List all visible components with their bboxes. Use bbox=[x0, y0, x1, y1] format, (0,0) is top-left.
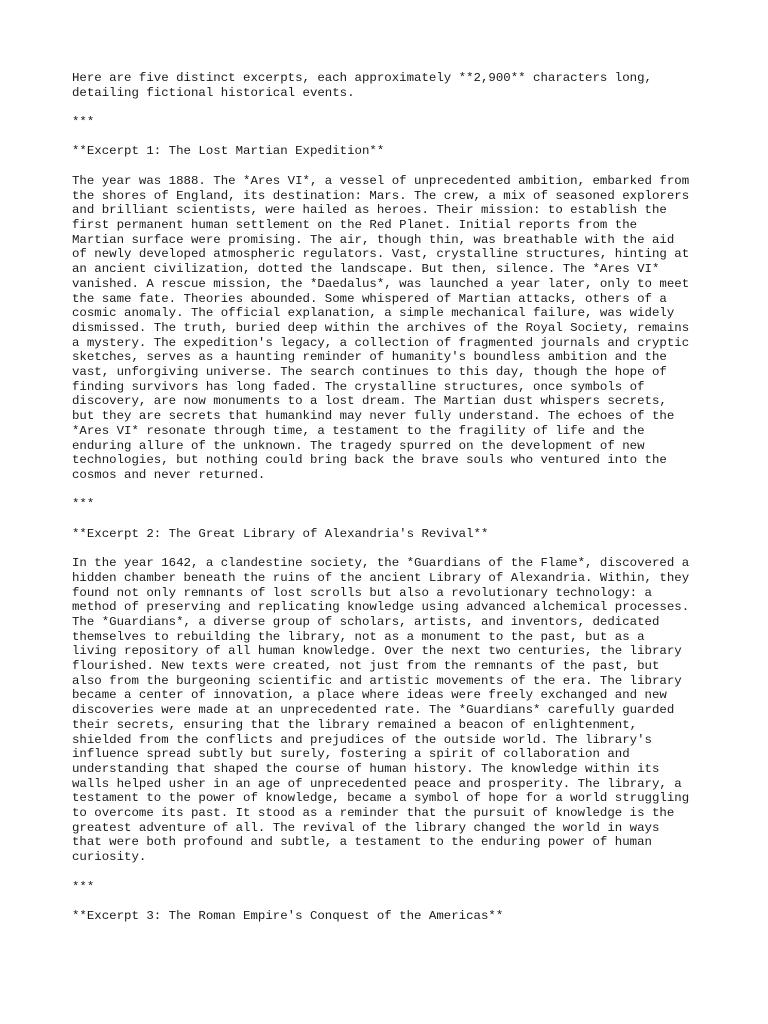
excerpt-1-body: The year was 1888. The *Ares VI*, a vessel of unprecedented ambition, embarked from the shores of England, its destination: Mars. The crew, a mix of seasoned explorers and brilliant scientists, were hailed as heroes. Their mission: to establish the first permanent human settlement on the Red Planet. Initial reports from the Martian surface were promising. The air, though thin, was breathable with the aid of newly developed atmospheric regulators. Vast, crystalline structures, hinting at an ancient civilization, dotted the landscape. But then, silence. The *Ares VI* vanished. A rescue mission, the *Daedalus*, was launched a year later, only to meet the same fate. Theories abounded. Some whispered of Martian attacks, others of a cosmic anomaly. The official explanation, a simple mechanical failure, was widely dismissed. The truth, buried deep within the archives of the Royal Society, remains a mystery. The expedition's legacy, a collection of fragmented journals and cryptic sketches, serves as a haunting reminder of humanity's boundless ambition and the vast, unforgiving universe. The search continues to this day, though the hope of finding survivors has long faded. The crystalline structures, once symbols of discovery, are now monuments to a lost dream. The Martian dust whispers secrets, but they are secrets that humankind may never fully understand. The echoes of the *Ares VI* resonate through time, a testament to the fragility of life and the enduring allure of the unknown. The tragedy spurred on the development of new technologies, but nothing could bring back the brave souls who ventured into the cosmos and never returned. bbox=[72, 173, 690, 482]
section-separator: *** bbox=[72, 879, 95, 894]
excerpt-3-heading: **Excerpt 3: The Roman Empire's Conquest of the Americas** bbox=[72, 908, 504, 923]
excerpt-2-heading: **Excerpt 2: The Great Library of Alexandria's Revival** bbox=[72, 526, 489, 541]
section-separator: *** bbox=[72, 497, 95, 512]
intro-paragraph: Here are five distinct excerpts, each approximately **2,900** characters long, detailing fictional historical events. bbox=[72, 71, 652, 100]
document-page bbox=[72, 71, 712, 938]
excerpt-2-body: In the year 1642, a clandestine society, the *Guardians of the Flame*, discovered a hidden chamber beneath the ruins of the ancient Library of Alexandria. Within, they found not only remnants of lost scrolls but also a revolutionary technology: a method of preserving and replicating knowledge using advanced alchemical processes. The *Guardians*, a diverse group of scholars, artists, and inventors, dedicated themselves to rebuilding the library, not as a monument to the past, but as a living repository of all human knowledge. Over the next two centuries, the library flourished. New texts were created, not just from the remnants of the past, but also from the burgeoning scientific and artistic movements of the era. The library became a center of innovation, a place where ideas were freely exchanged and new discoveries were made at an unprecedented rate. The *Guardians* carefully guarded their secrets, ensuring that the library remained a beacon of enlightenment, shielded from the conflicts and prejudices of the outside world. The library's influence spread subtly but surely, fostering a spirit of collaboration and understanding that shaped the course of human history. The knowledge within its walls helped usher in an age of unprecedented peace and prosperity. The library, a testament to the power of knowledge, became a symbol of hope for a world struggling to overcome its past. It stood as a reminder that the pursuit of knowledge is the greatest adventure of all. The revival of the library changed the world in ways that were both profound and subtle, a testament to the enduring power of human curiosity. bbox=[72, 556, 690, 865]
section-separator: *** bbox=[72, 115, 95, 130]
excerpt-1-heading: **Excerpt 1: The Lost Martian Expedition** bbox=[72, 144, 385, 159]
